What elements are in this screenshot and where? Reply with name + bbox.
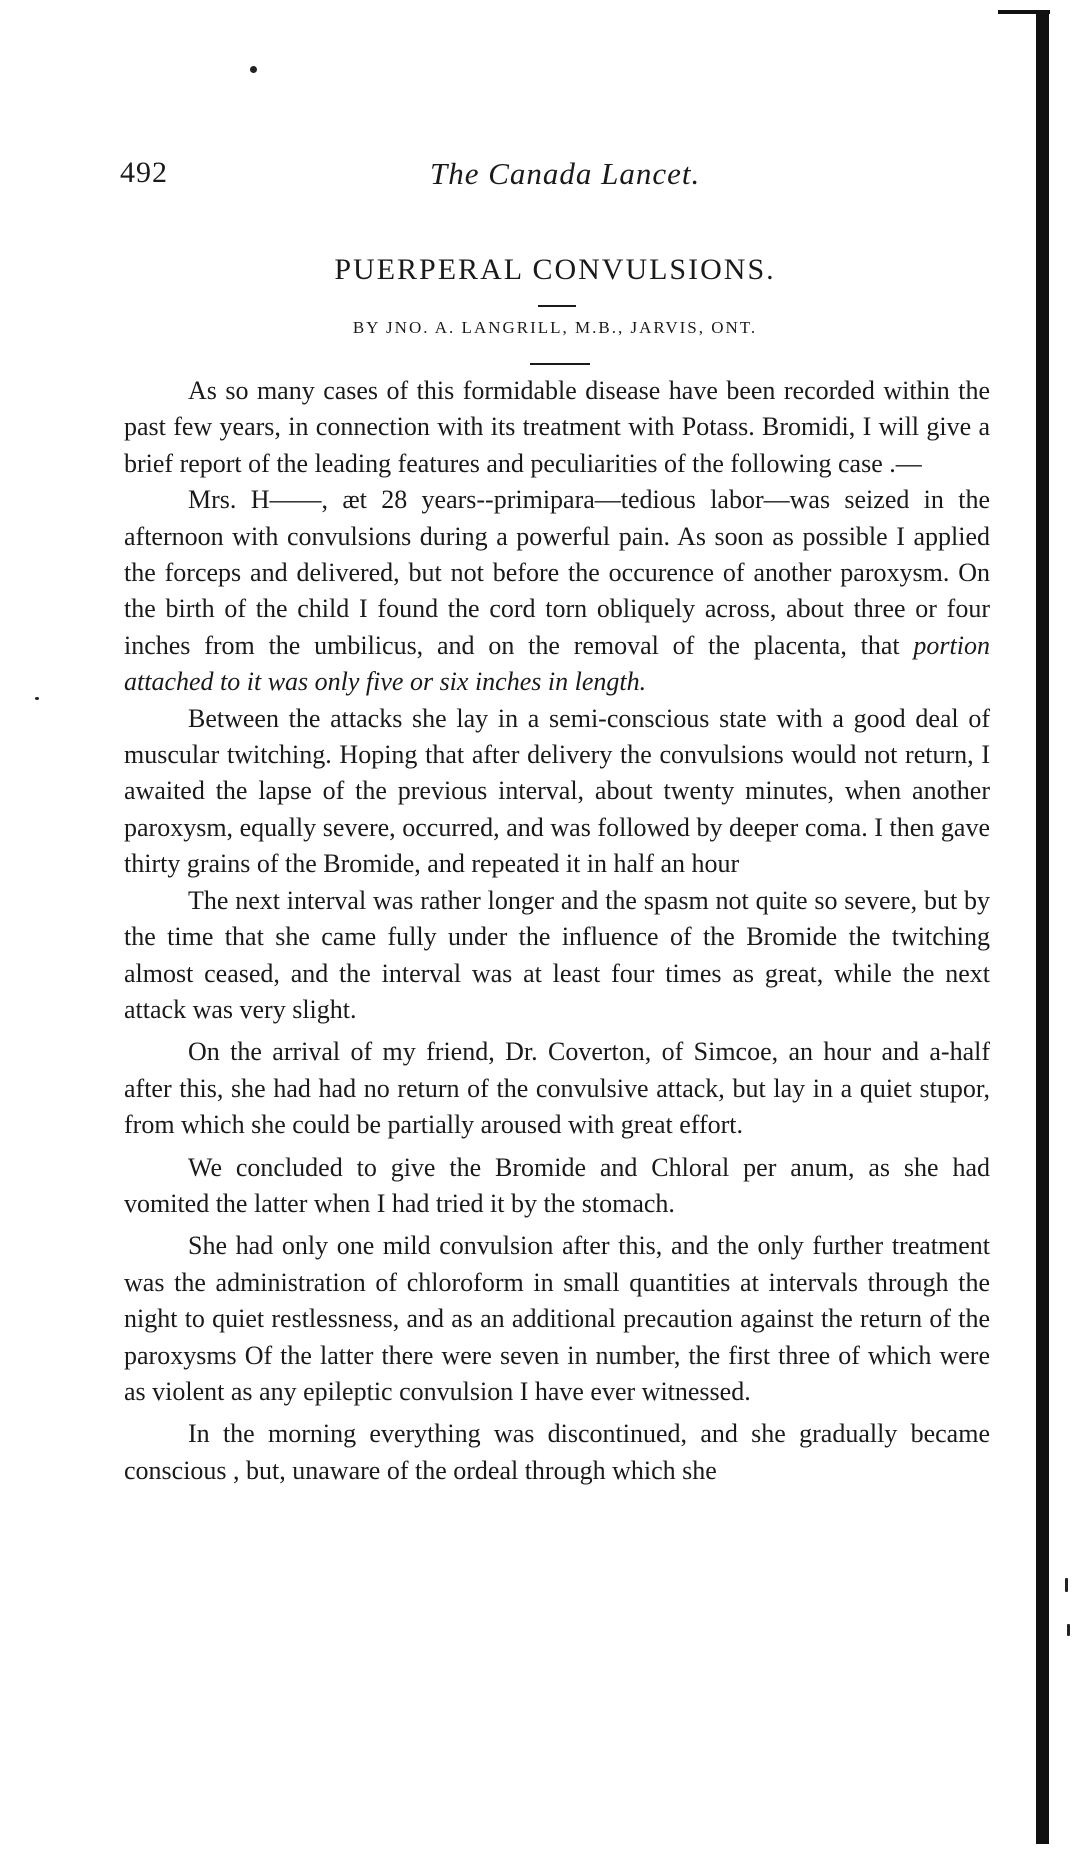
article-body (124, 373, 990, 1489)
paragraph: The next interval was rather longer and the spasm not quite so severe, but by the time that she came fully under the influence of the Bromide the twitching almost ceased, and the interval was at least four times as great, while the next attack was very slight. (124, 885, 990, 1024)
paragraph: We concluded to give the Bromide and Chloral per anum, as she had vomited the latter when I had tried it by the stomach. (124, 1152, 990, 1218)
paragraph-italic-continuation: portion attached to it was only five or six inches in length. (124, 630, 990, 697)
paragraph: On the arrival of my friend, Dr. Coverton, of Simcoe, an hour and a-half after this, she had had no return of the convulsive attack, but lay in a quiet stupor, from which she could be partially aroused with great effort. (124, 1037, 990, 1140)
paragraph: In the morning everything was discontinued, and she gradually became conscious , but, unaware of the ordeal through which she (124, 1419, 990, 1485)
paragraph: Between the attacks she lay in a semi-conscious state with a good deal of muscular twitching. Hoping that after delivery the convulsions would not return, I awaited the lapse of the previous interval, about twenty minutes, when another paroxysm, equally severe, occurred, and was followed by deeper coma. I then gave thirty grains of the Bromide, and repeated it in half an hour (124, 703, 990, 879)
paragraph: As so many cases of this formidable disease have been recorded within the past few years, in connection with its treatment with Potass. Bromidi, I will give a brief report of the leading features and peculiarities of the following case .— (124, 376, 990, 478)
paragraph-text: Mrs. H——, æt 28 years--primipara—tedious labor—was seized in the afternoon with convulsions during a powerful pain. As soon as possible I applied the forceps and delivered, but not before the occurence of another paroxysm. On the birth of the child I found the cord torn obliquely across, about three or four inches from the umbilicus, and on the removal of the placenta, that (124, 485, 990, 660)
scan-speck (35, 697, 39, 700)
paragraph (124, 482, 990, 700)
scan-speck (1065, 1578, 1068, 1592)
article-title: PUERPERAL CONVULSIONS. (334, 253, 776, 286)
article-byline: BY JNO. A. LANGRILL, M.B., JARVIS, ONT. (352, 318, 758, 337)
byline-divider (530, 363, 590, 365)
journal-title: The Canada Lancet. (430, 156, 701, 191)
scan-speck (250, 66, 257, 73)
paragraph: She had only one mild convulsion after this, and the only further treatment was the administration of chloroform in small quantities at intervals through the night to quiet restlessness, and as an additional precaution against the return of the paroxysms Of the latter there were seven in number, the first three of which were as violent as any epileptic convulsion I have ever witnessed. (124, 1231, 990, 1406)
binding-edge (1036, 12, 1049, 1844)
running-head (120, 156, 1000, 196)
title-divider (538, 305, 576, 307)
page-number: 492 (120, 156, 168, 189)
scan-speck (1067, 1624, 1070, 1636)
